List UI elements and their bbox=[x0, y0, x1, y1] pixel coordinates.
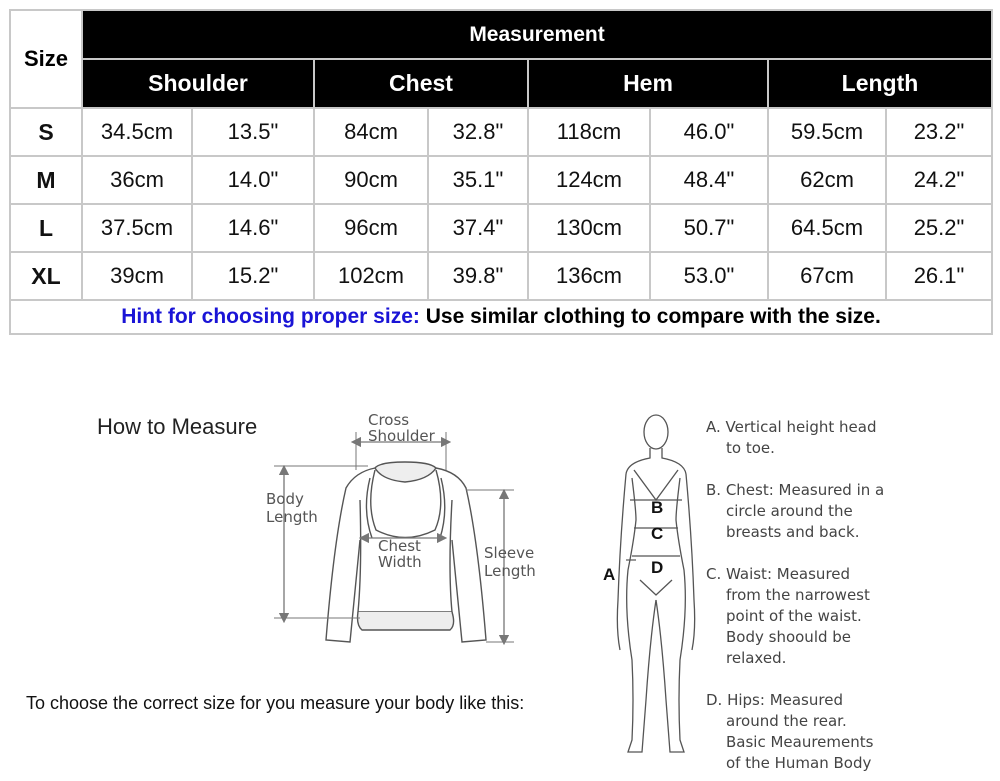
table-cell: 37.5cm bbox=[82, 204, 192, 252]
table-cell: 14.6" bbox=[192, 204, 314, 252]
table-cell: 64.5cm bbox=[768, 204, 886, 252]
description-a bbox=[706, 417, 906, 459]
body-figure bbox=[617, 415, 694, 752]
description-line: B. Chest: Measured in a bbox=[706, 481, 885, 499]
chest-width-label-2: Width bbox=[378, 553, 422, 571]
hem-header: Hem bbox=[528, 59, 768, 108]
table-cell: 84cm bbox=[314, 108, 428, 156]
size-cell: S bbox=[10, 108, 82, 156]
table-cell: 23.2" bbox=[886, 108, 992, 156]
shoulder-header: Shoulder bbox=[82, 59, 314, 108]
table-cell: 130cm bbox=[528, 204, 650, 252]
table-cell: 36cm bbox=[82, 156, 192, 204]
table-cell: 53.0" bbox=[650, 252, 768, 300]
table-cell: 59.5cm bbox=[768, 108, 886, 156]
hint-text: Use similar clothing to compare with the size. bbox=[425, 305, 881, 328]
table-cell: 32.8" bbox=[428, 108, 528, 156]
description-line: Basic Meaurements bbox=[726, 733, 874, 751]
description-line: to toe. bbox=[726, 439, 775, 457]
mark-a: A bbox=[603, 565, 616, 584]
mark-b: B bbox=[651, 498, 664, 517]
description-c bbox=[706, 564, 906, 669]
table-cell: 90cm bbox=[314, 156, 428, 204]
table-cell: 48.4" bbox=[650, 156, 768, 204]
how-to-measure-title: How to Measure bbox=[97, 414, 258, 439]
table-cell: 13.5" bbox=[192, 108, 314, 156]
description-line: breasts and back. bbox=[726, 523, 860, 541]
measure-instruction: To choose the correct size for you measure your body like this: bbox=[26, 693, 525, 713]
description-d bbox=[706, 690, 906, 774]
size-cell: XL bbox=[10, 252, 82, 300]
table-cell: 25.2" bbox=[886, 204, 992, 252]
table-cell: 102cm bbox=[314, 252, 428, 300]
length-header: Length bbox=[768, 59, 992, 108]
table-cell: 118cm bbox=[528, 108, 650, 156]
table-cell: 14.0" bbox=[192, 156, 314, 204]
description-line: C. Waist: Measured bbox=[706, 565, 851, 583]
table-cell: 67cm bbox=[768, 252, 886, 300]
table-cell: 46.0" bbox=[650, 108, 768, 156]
table-cell: 24.2" bbox=[886, 156, 992, 204]
table-cell: 37.4" bbox=[428, 204, 528, 252]
table-cell: 15.2" bbox=[192, 252, 314, 300]
table-cell: 34.5cm bbox=[82, 108, 192, 156]
body-length-label: Body bbox=[266, 490, 304, 508]
table-cell: 124cm bbox=[528, 156, 650, 204]
description-line: point of the waist. bbox=[726, 607, 862, 625]
description-line: circle around the bbox=[726, 502, 853, 520]
mark-c: C bbox=[651, 524, 664, 543]
description-line: from the narrowest bbox=[726, 586, 870, 604]
table-cell: 50.7" bbox=[650, 204, 768, 252]
description-line: around the rear. bbox=[726, 712, 847, 730]
mark-d: D bbox=[651, 558, 664, 577]
description-line: A. Vertical height head bbox=[706, 418, 877, 436]
table-cell: 35.1" bbox=[428, 156, 528, 204]
hint-label: Hint for choosing proper size: bbox=[121, 305, 420, 328]
description-line: D. Hips: Measured bbox=[706, 691, 843, 709]
sleeve-length-label-2: Length bbox=[484, 562, 536, 580]
cross-shoulder-label-2: Shoulder bbox=[368, 427, 435, 445]
description-b bbox=[706, 480, 906, 543]
table-cell: 39.8" bbox=[428, 252, 528, 300]
sleeve-length-label: Sleeve bbox=[484, 544, 535, 562]
description-line: relaxed. bbox=[726, 649, 787, 667]
cross-shoulder-label: Cross bbox=[368, 411, 410, 429]
table-cell: 26.1" bbox=[886, 252, 992, 300]
body-length-label-2: Length bbox=[266, 508, 318, 526]
table-cell: 96cm bbox=[314, 204, 428, 252]
size-cell: M bbox=[10, 156, 82, 204]
description-line: Body shoould be bbox=[726, 628, 852, 646]
table-cell: 39cm bbox=[82, 252, 192, 300]
chest-width-label: Chest bbox=[378, 537, 421, 555]
chest-header: Chest bbox=[314, 59, 528, 108]
size-cell: L bbox=[10, 204, 82, 252]
table-cell: 136cm bbox=[528, 252, 650, 300]
description-line: of the Human Body bbox=[726, 754, 872, 772]
size-header: Size bbox=[10, 10, 82, 108]
table-cell: 62cm bbox=[768, 156, 886, 204]
measurement-header: Measurement bbox=[82, 10, 992, 59]
